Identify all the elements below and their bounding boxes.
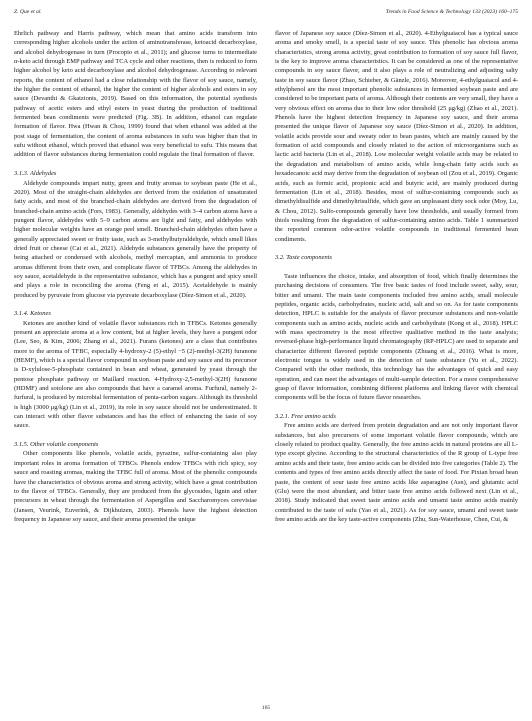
paragraph: flavor of Japanese soy sauce (Díez-Simon et al., 2020). 4-Ethylguaiacol has a typical sauce aroma and smoky smell, is a special taste of soy sauce. This phenolic has obvious aroma characteristics, strong aroma activity, great contribution to formation of soy sauce full flavor, is the key to improve aroma characteristics. It can be considered as one of the representative compounds in soy sauce flavor, and it also plays a role of neutralizing and adjusting salty taste in soy sauce flavor (Zhao, Schieber, & Gänzle, 2016). Moreover, 4-ethylguaiacol and 4-ethylphenol are the most important phenolic substances in fermented soybean paste and are considered to be important parts of aroma. Although their contents are very small, they have a very obvious effect on aroma due to their low odor threshold (25 μg/kg) (Zhao et al., 2021). Phenols have the highest detection frequency in Japanese soy sauce, and their aroma presented the unique flavor of Japanese soy sauce (Díez-Simon et al., 2020). In addition, volatile acids provide sour and sweaty odor to bean pastes, which are mainly caused by the formation of acid compounds and closely related to the action of microorganisms such as lactic acid bacteria (Lin et al., 2018). Low molecular weight volatile acids may be related to the degradation and metabolism of amino acids, while long-chain fatty acids such as hexadecanoic acid may derive from the degradation of soybean oil (Zou et al., 2019). Organic acids, such as formic acid, propionic acid and butyric acid, are mainly produced during fermentation (Lin et al., 2018). Besides, most of sulfur-containing compounds such as dimethyldisulfide and dimethyltrisulfide, which gave an unpleasant dirty sock odor (Moy, Lu, & Chou, 2012). Sulfo-compounds generally have low thresholds, and usually formed from thiols resulting from the degradation of sulfur-containing amino acids. Table 1 summarized the reported common odor-active volatile compounds in traditional fermented bean condiments. [275,30,518,243]
paragraph: Taste influences the choice, intake, and absorption of food, which finally determines the purchasing decisions of consumers. The five basic tastes of food include sweet, salty, sour, bitter and umami. The main taste components included free amino acids, small molecule peptides, organic acids, carbohydrates, nucleic acid, salt and so on. As for taste components detection, HPLC is suitable for the analysis of flavor precursor substances and non-volatile components such as amino acids, nucleic acids and carbohydrate (Kong et al., 2018). HPLC with mass spectrometry is the most effective qualitative method in the taste analysis; reversed-phase high-performance liquid chromatography (RP-HPLC) are used to separate and characterize different flavored peptide components (Zhuang et al., 2016). What is more, electronic tongue is widely used in the detection of taste substance (Yu et al., 2022). Compared with the other methods, this technology has the advantages of quick and easy operation, and can meet the advantages of multi-sample detection. For a more comprehensive grasp of flavor information, combining different platforms and linking flavor with chemical components will be the focus of future flavor researches. [275,272,518,402]
section-heading: 3.1.4. Ketones [14,310,51,318]
paragraph: Free amino acids are derived from protein degradation and are not only important flavor substances, but also precursors of some important volatile flavor compounds, which are closely related to product quality. Generally, the free amino acids in natural proteins are all L-type except glycine. According to the structural characteristics of the R group of L-type free amino acids and their taste, free amino acids can be divided into five categories (Table 2). The contents and types of free amino acids directly affect the taste of food. For Pixian broad bean paste, the content of sour taste free amino acids like asparagine (Asn), and glutamic acid (Glu) were the most abundant, and bitter taste free amino acids followed next (Lin et al., 2018). Study indicated that sweet taste amino acids and umami taste amino acids mainly contributed to the taste of sufu (Yao et al., 2021). As for soy sauce, umami and sweet taste free amino acids are the key taste-active components (Zhu, Sun-Waterhouse, Chen, Cui, & [275,422,518,523]
right-column [275,29,518,524]
section-heading: 3.2. Taste components [275,254,332,262]
paragraph: Other components like phenols, volatile acids, pyrazine, sulfur-containing also play important roles in aroma formation of TFBCs. Phenols endow TFBCs with rich spicy, soy sauce and roasting aromas, making the TFBC full of aroma. Most of the phenolic compounds have the characteristics of obvious aroma and strong activity, which have a great contribution to the flavor of TFBCs. Generally, they are produced from the glycosides, lignin and other precursors in wheat through the fermentation of Aspergillus and Saccharomyces cerevisiae (Jansen, Veurink, Euverink, & Dijkhuizen, 2003). Phenols have the highest detection frequency in Japanese soy sauce, and their aroma presented the unique [14,450,257,523]
section-heading: 3.1.5. Other volatile components [14,441,99,449]
left-column [14,29,257,524]
section-heading: 3.1.3. Aldehydes [14,170,57,178]
running-header [14,9,518,19]
page-number: 165 [261,705,271,711]
section-heading: 3.2.1. Free amino acids [275,413,336,421]
paragraph: Aldehyde compounds impart nutty, green and fruity aromas to soybean paste (He et al., 2020). Most of the straight-chain aldehydes are derived from the oxidation of unsaturated fatty acids, and most of the branched-chain aldehydes are derived from the degradation of branched-chain amino acids (Fors, 1983). Generally, aldehydes with 3–4 carbon atoms have a pungent flavor, aldehydes with 5–9 carbon atoms are light and fatty, and aldehydes with higher molecular weights have an orange peel smell. Branched-chain aldehydes often have a generally appreciated sweet or fruity taste, such as 3-methylbutyraldehyde, which smell likes dried fruit or cheese (Cai et al., 2021). Aldehyde substances generally have the property of being attached or condensed with alcohols, methyl mercaptan, and ammonia to produce aromas different from their own, and complicate flavor of TFBCs. Among the aldehydes in soy sauce, acetaldehyde is the representative substance, which has a pungent and spicy smell and plays a role in reconciling the aroma (Feng et al., 2015). Acetaldehyde is mainly produced by pyruvate from glucose via pyruvate decarboxylase (Díez-Simon et al., 2020). [14,179,257,299]
header-journal: Trends in Food Science & Technology 133 (2023) 160–175 [385,9,518,15]
header-authors: Z. Que et al. [14,9,42,15]
paragraph: Ehrlich pathway and Harris pathway, which mean that amino acids transform into corresponding higher alcohols under the action of aminotransferase, ketoacid decarboxylase, and alcohol dehydrogenase in turn (Procopio et al., 2011); and glucose turns to intermediate α-keto acid through EMP pathway and TCA cycle and other reactions, then is reduced to form higher alcohol by keto acid decarboxylase and alcohol dehydrogenase. According to relevant reports, the content of ethanol had a close relationship with the flavor of soy sauce, namely, the higher the content of ethanol, the higher the content of higher alcohols and esters in soy sauce (Devanthi & Gkatzionis, 2019). Based on this information, the potential synthesis pathway of acetic esters and ethyl esters in yeast during the production of traditional fermented bean condiments were predicted (Fig. 3B). In addition, ethanol can regulate formation of flavor. Hwa (Hwan & Chou, 1999) found that when ethanol was added at the post stage of fermentation, the content of aroma substances in sufu was higher than that in sufu without ethanol, which proved that ethanol was very beneficial to sufu. This means that addition of flavor substances during fermentation could regulate the final formation of flavor. [14,30,257,159]
paragraph: Ketones are another kind of volatile flavor substances rich in TFBCs. Ketones generally present an appreciate aroma at a low content, but at higher levels, they have a pungent odor (Lee, Seo, & Kim, 2006; Zhang et al., 2021). Furans (ketones) are a class that contributes more to the aroma of TFBC, especially 4-hydroxy-2 (5)-ethyl −5 (2)-methyl-3(2H) furanone (HEMF), which is a special flavor compound in soybean paste and soy sauce and its precursor is D-xylulose-5-phosphate contained in bean and wheat, generated by yeast through the pentose phosphate pathway or Maillard reaction. 4-Hydroxy-2,5-methyl-3(2H) furanone (HDMF) and sotolone are also compounds that have a caramel aroma. Furfural, namely 2-furfural, is produced by microbial fermentation of penta-carbon sugars. Although its threshold is high (3000 μg/kg) (Lin et al., 2019), its role in soy sauce should not be underestimated. It can interact with other flavor substances and has the effect of enhancing the taste of soy sauce. [14,319,257,430]
